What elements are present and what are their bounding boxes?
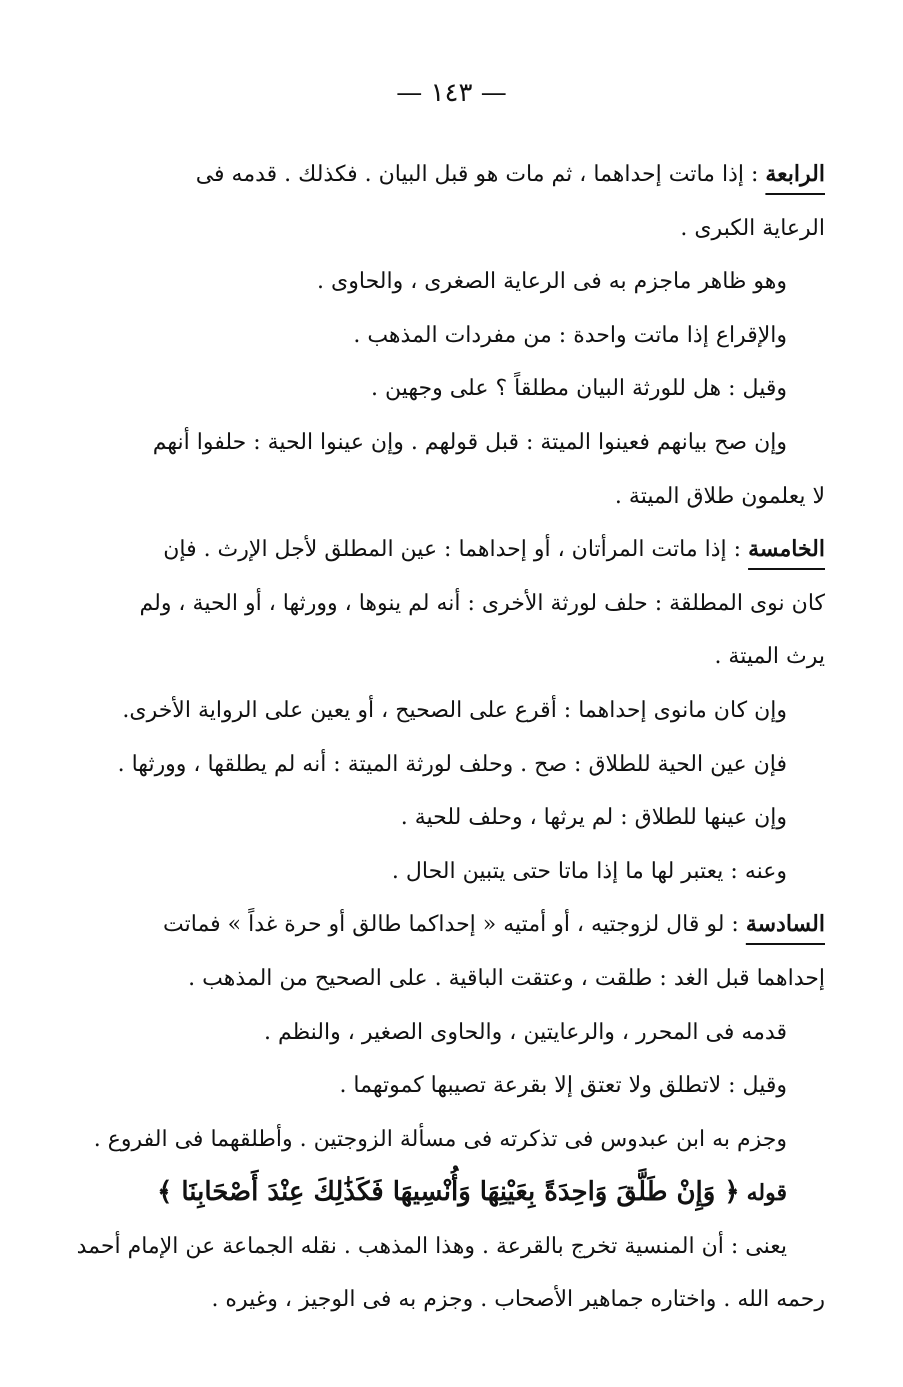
line-text: وقيل : لاتطلق ولا تعتق إلا بقرعة تصيبها كموتهما . bbox=[339, 1073, 787, 1099]
line-text: وقيل : هل للورثة البيان مطلقاً ؟ على وجهين . bbox=[370, 376, 787, 402]
text-line bbox=[152, 416, 825, 470]
body-text bbox=[76, 148, 825, 1327]
text-line bbox=[175, 1273, 825, 1327]
line-text: والإقراع إذا ماتت واحدة : من مفردات المذهب . bbox=[353, 322, 787, 348]
text-line bbox=[175, 309, 825, 363]
page-number: — ١٤٣ — bbox=[396, 78, 507, 108]
line-text: كان نوى المطلقة : حلف لورثة الأخرى : أنه لم ينوها ، وورثها ، أو الحية ، ولم bbox=[139, 590, 825, 616]
text-line bbox=[175, 1006, 825, 1060]
line-text: إحداهما قبل الغد : طلقت ، وعتقت الباقية . على الصحيح من المذهب . bbox=[188, 965, 825, 991]
line-text: وهو ظاهر ماجزم به فى الرعاية الصغرى ، والحاوى . bbox=[317, 269, 787, 295]
quranic-verse: ﴿ وَإِنْ طَلَّقَ وَاحِدَةً بِعَيْنِهَا وَأُنْسِيهَا فَكَذَٰلِكَ عِنْدَ أَصْحَابِنَا ﴾ bbox=[157, 1177, 740, 1208]
text-line bbox=[175, 148, 825, 202]
line-text: وعنه : يعتبر لها ما إذا ماتا حتى يتبين الحال . bbox=[391, 858, 787, 884]
line-text: رحمه الله . واختاره جماهير الأصحاب . وجزم به فى الوجيز ، وغيره . bbox=[211, 1287, 825, 1313]
text-line bbox=[175, 952, 825, 1006]
line-text: يرث الميتة . bbox=[714, 644, 825, 670]
text-line bbox=[117, 738, 825, 792]
text-line bbox=[163, 898, 825, 952]
section-term: السادسة bbox=[745, 911, 825, 938]
text-line bbox=[175, 1059, 825, 1113]
text-line bbox=[76, 1220, 825, 1274]
text-line bbox=[175, 630, 825, 684]
section-term: الرابعة bbox=[765, 161, 825, 187]
text-line bbox=[175, 470, 825, 524]
quran-line bbox=[157, 1166, 825, 1220]
text-line bbox=[122, 684, 825, 738]
text-line bbox=[175, 362, 825, 416]
text-line bbox=[163, 523, 825, 577]
line-text: : إذا ماتت إحداهما ، ثم مات هو قبل البيان . فكذلك . قدمه فى bbox=[195, 162, 766, 187]
text-line bbox=[93, 1113, 825, 1167]
line-text: : إذا ماتت المرأتان ، أو إحداهما : عين المطلق لأجل الإرث . فإن bbox=[163, 537, 749, 563]
line-text: الرعاية الكبرى . bbox=[680, 215, 825, 241]
text-line bbox=[175, 791, 825, 845]
line-text: وإن عينها للطلاق : لم يرثها ، وحلف للحية . bbox=[400, 805, 787, 831]
qawluhu-lead: قوله bbox=[746, 1180, 787, 1207]
line-text: قدمه فى المحرر ، والرعايتين ، والحاوى الصغير ، والنظم . bbox=[263, 1019, 787, 1045]
line-text: : لو قال لزوجتيه ، أو أمتيه « إحداكما طالق أو حرة غداً » فماتت bbox=[163, 912, 746, 938]
text-line bbox=[175, 845, 825, 899]
section-term: الخامسة bbox=[748, 536, 825, 563]
line-text: لا يعلمون طلاق الميتة . bbox=[614, 483, 825, 509]
text-line bbox=[175, 202, 825, 256]
text-line bbox=[139, 577, 825, 631]
line-text: وإن صح بيانهم فعينوا الميتة : قبل قولهم . وإن عينوا الحية : حلفوا أنهم bbox=[152, 429, 787, 455]
line-text: فإن عين الحية للطلاق : صح . وحلف لورثة الميتة : أنه لم يطلقها ، وورثها . bbox=[117, 751, 787, 777]
line-text: يعنى : أن المنسية تخرج بالقرعة . وهذا المذهب . نقله الجماعة عن الإمام أحمد bbox=[76, 1233, 787, 1259]
line-text: وإن كان مانوى إحداهما : أقرع على الصحيح ، أو يعين على الرواية الأخرى. bbox=[122, 697, 787, 723]
line-text: وجزم به ابن عبدوس فى تذكرته فى مسألة الزوجتين . وأطلقهما فى الفروع . bbox=[93, 1126, 787, 1152]
text-line bbox=[175, 255, 825, 309]
